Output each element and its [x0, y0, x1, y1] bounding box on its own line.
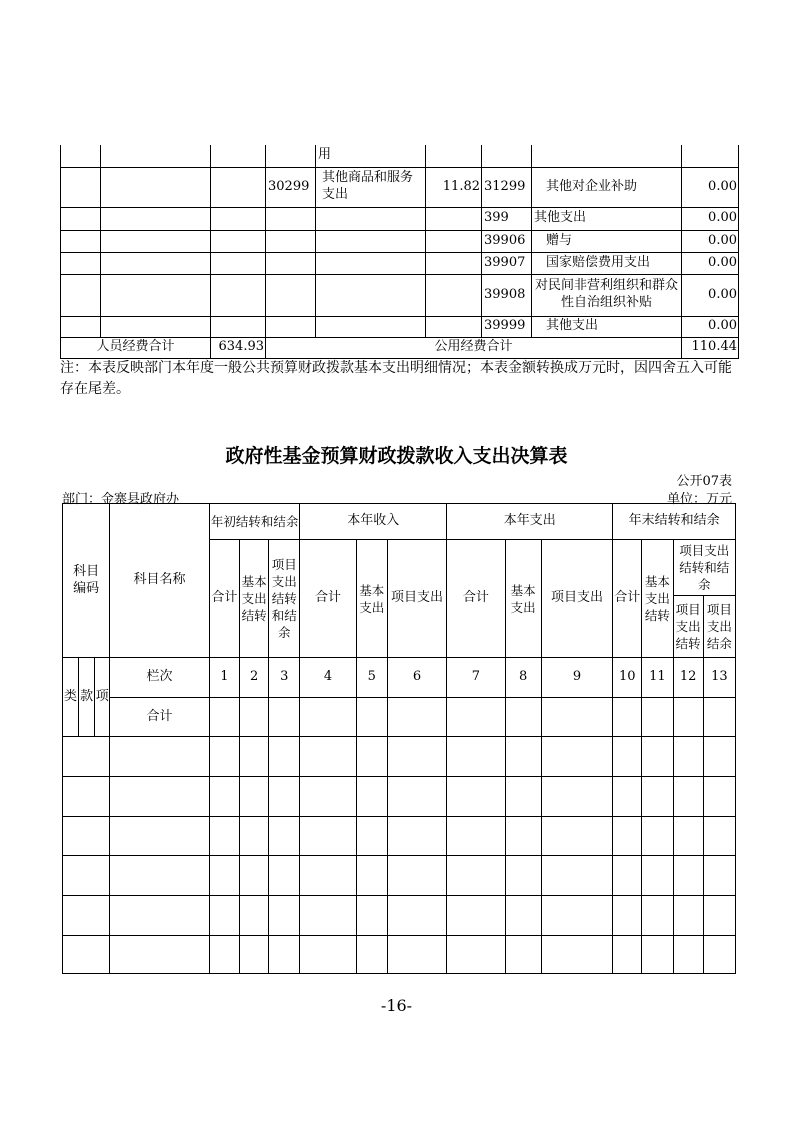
column-number: 2	[240, 658, 269, 698]
total-header: 合计	[613, 540, 642, 658]
econ-code-cell: 39907	[482, 252, 532, 274]
column-number: 7	[447, 658, 505, 698]
public-total-value: 110.44	[682, 337, 739, 358]
begin-balance-header: 年初结转和结余	[209, 504, 300, 540]
lei-header: 类	[63, 658, 79, 737]
fund-budget-table	[62, 503, 736, 974]
project-carry-header: 项目支出结转和结余	[269, 540, 300, 658]
name-header: 科目名称	[110, 504, 210, 658]
table-note: 注：本表反映部门本年度一般公共预算财政拨款基本支出明细情况；本表金额转换成万元时，因四舍五入可能存在尾差。	[60, 360, 732, 397]
econ-code-cell	[266, 252, 316, 274]
econ-name-cell	[316, 230, 426, 252]
kuan-header: 款	[79, 658, 95, 737]
column-number: 1	[209, 658, 239, 698]
econ-name-cell: 其他商品和服务支出	[316, 167, 426, 207]
end-balance-header: 年末结转和结余	[613, 504, 736, 540]
project-header: 项目支出	[387, 540, 446, 658]
table-number: 公开07表	[676, 474, 732, 489]
personnel-total-label: 人员经费合计	[61, 337, 211, 358]
econ-code-cell	[482, 145, 532, 167]
amount-cell: 0.00	[682, 167, 739, 207]
econ-code-cell: 39999	[482, 316, 532, 337]
econ-code-cell	[266, 145, 316, 167]
total-row-label: 合计	[110, 698, 210, 737]
expense-detail-table	[60, 145, 739, 359]
amount-cell	[426, 316, 482, 337]
econ-name-cell	[316, 274, 426, 316]
amount-cell: 11.82	[426, 167, 482, 207]
end-project-header: 项目支出结转和结余	[673, 540, 735, 596]
table-row	[61, 145, 739, 167]
column-number: 4	[300, 658, 356, 698]
econ-name-cell: 用	[316, 145, 426, 167]
table-row	[61, 230, 739, 252]
income-header: 本年收入	[300, 504, 447, 540]
personnel-total-value: 634.93	[211, 337, 266, 358]
table-row	[61, 167, 739, 207]
code-header: 科目编码	[63, 504, 110, 658]
econ-name-cell: 其他对企业补助	[532, 167, 682, 207]
table-row	[63, 856, 736, 896]
table-row	[63, 936, 736, 974]
econ-name-cell: 对民间非营利组织和群众性自治组织补贴	[532, 274, 682, 316]
amount-cell: 0.00	[682, 252, 739, 274]
table-row	[63, 777, 736, 817]
column-number: 11	[642, 658, 673, 698]
basic-header: 基本支出	[505, 540, 541, 658]
amount-cell: 0.00	[682, 316, 739, 337]
econ-code-cell	[266, 274, 316, 316]
econ-name-cell	[316, 207, 426, 230]
econ-name-cell	[316, 252, 426, 274]
basic-header: 基本支出	[356, 540, 387, 658]
econ-name-cell: 赠与	[532, 230, 682, 252]
econ-code-cell	[266, 207, 316, 230]
amount-cell	[682, 145, 739, 167]
econ-code-cell: 399	[482, 207, 532, 230]
table-row	[61, 274, 739, 316]
econ-name-cell: 其他支出	[532, 316, 682, 337]
column-number: 5	[356, 658, 387, 698]
econ-name-cell	[316, 316, 426, 337]
amount-cell	[426, 230, 482, 252]
totals-row	[61, 337, 739, 358]
table-row	[61, 316, 739, 337]
amount-cell	[426, 145, 482, 167]
amount-cell: 0.00	[682, 274, 739, 316]
basic-carry-header: 基本支出结转	[642, 540, 673, 658]
column-number: 13	[703, 658, 735, 698]
department-label: 部门：金寨县政府办	[62, 492, 180, 507]
column-number: 6	[387, 658, 446, 698]
public-total-label: 公用经费合计	[266, 337, 682, 358]
table-row	[63, 817, 736, 856]
econ-code-cell: 31299	[482, 167, 532, 207]
econ-code-cell: 39906	[482, 230, 532, 252]
econ-name-cell: 国家赔偿费用支出	[532, 252, 682, 274]
project-header: 项目支出	[541, 540, 612, 658]
econ-code-cell	[266, 230, 316, 252]
end-project-carry-header: 项目支出结转	[673, 596, 703, 658]
total-header: 合计	[209, 540, 239, 658]
econ-code-cell: 39908	[482, 274, 532, 316]
header-row	[63, 504, 736, 540]
total-header: 合计	[300, 540, 356, 658]
column-number: 9	[541, 658, 612, 698]
page-title: 政府性基金预算财政拨款收入支出决算表	[225, 445, 568, 467]
column-number: 10	[613, 658, 642, 698]
end-project-surplus-header: 项目支出结余	[703, 596, 735, 658]
column-number-row	[63, 658, 736, 698]
expense-header: 本年支出	[447, 504, 613, 540]
column-number: 12	[673, 658, 703, 698]
table-row	[63, 737, 736, 777]
econ-name-cell	[532, 145, 682, 167]
econ-name-cell: 其他支出	[532, 207, 682, 230]
amount-cell: 0.00	[682, 230, 739, 252]
total-header: 合计	[447, 540, 505, 658]
total-row	[63, 698, 736, 737]
table-row	[61, 207, 739, 230]
column-number: 8	[505, 658, 541, 698]
unit-label: 单位：万元	[666, 492, 732, 507]
page-number: -16-	[380, 996, 413, 1015]
column-row-label: 栏次	[110, 658, 210, 698]
amount-cell: 0.00	[682, 207, 739, 230]
amount-cell	[426, 252, 482, 274]
econ-code-cell	[266, 316, 316, 337]
table-row	[61, 252, 739, 274]
column-number: 3	[269, 658, 300, 698]
table-row	[63, 896, 736, 936]
xiang-header: 项	[95, 658, 110, 737]
econ-code-cell: 30299	[266, 167, 316, 207]
amount-cell	[426, 207, 482, 230]
basic-carry-header: 基本支出结转	[240, 540, 269, 658]
amount-cell	[426, 274, 482, 316]
